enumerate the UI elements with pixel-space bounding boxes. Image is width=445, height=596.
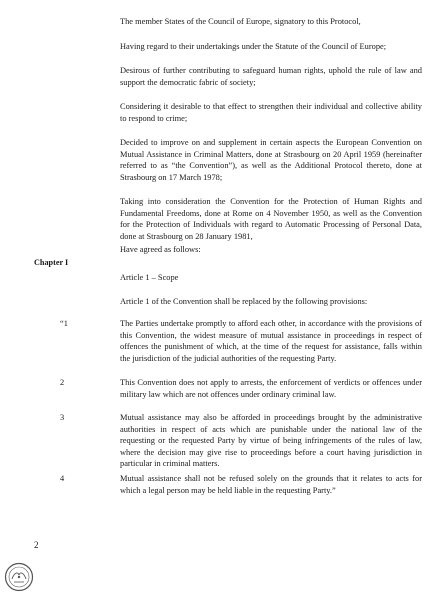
- preamble-desirous: Desirous of further contributing to safeguard human rights, uphold the rule of law and support the democratic fabric of society;: [120, 66, 422, 87]
- item-text: Mutual assistance may also be afforded in proceedings brought by the administrative authorities in respect of acts which are punishable under the national law of the requesting or the requested Party by virtue of being infringements of the rules of law, where the decision may give rise to proceedings before a court having jurisdiction in particular in criminal matters.: [120, 413, 422, 469]
- page-number: 2: [34, 540, 39, 550]
- preamble-taking: Taking into consideration the Convention for the Protection of Human Rights and Fundamental Freedoms, done at Rome on 4 November 1950, as well as the Convention for the Protection of Individuals with regard to Automatic Processing of Personal Data, done at Strasbourg on 28 January 1981,: [120, 197, 422, 241]
- preamble-statute: Having regard to their undertakings under the Statute of the Council of Europe;: [120, 42, 387, 51]
- article-title: Article 1 – Scope: [120, 273, 179, 282]
- item-text: Mutual assistance shall not be refused solely on the grounds that it relates to acts for which a legal person may be held liable in the requesting Party.”: [120, 474, 422, 495]
- item-number: 2: [60, 378, 65, 387]
- item-number: 4: [60, 474, 65, 483]
- article-intro: Article 1 of the Convention shall be replaced by the following provisions:: [120, 297, 368, 306]
- preamble-decided: Decided to improve on and supplement in certain aspects the European Convention on Mutual Assistance in Criminal Matters, done at Strasbourg on 20 April 1959 (hereinafter referred to as “the Convention”), as well as the Additional Protocol thereto, done at Strasbourg on 17 March 1978;: [120, 138, 422, 182]
- item-text: The Parties undertake promptly to afford each other, in accordance with the provisions of this Convention, the widest measure of mutual assistance in proceedings in respect of offences the punishment of which, at the time of the request for assistance, falls within the jurisdiction of the judicial authorities of the requesting Party.: [120, 319, 422, 363]
- item-text: This Convention does not apply to arrests, the enforcement of verdicts or offences under military law which are not offences under ordinary criminal law.: [120, 378, 422, 399]
- seal-stamp-icon: [4, 562, 34, 592]
- chapter-heading: Chapter I: [34, 258, 69, 267]
- preamble-considering: Considering it desirable to that effect to strengthen their individual and collective ability to respond to crime;: [120, 102, 422, 123]
- preamble-signatories: The member States of the Council of Europe, signatory to this Protocol,: [120, 17, 361, 26]
- preamble-agreed: Have agreed as follows:: [120, 245, 201, 254]
- item-number: 3: [60, 413, 65, 422]
- item-number: “1: [60, 319, 68, 328]
